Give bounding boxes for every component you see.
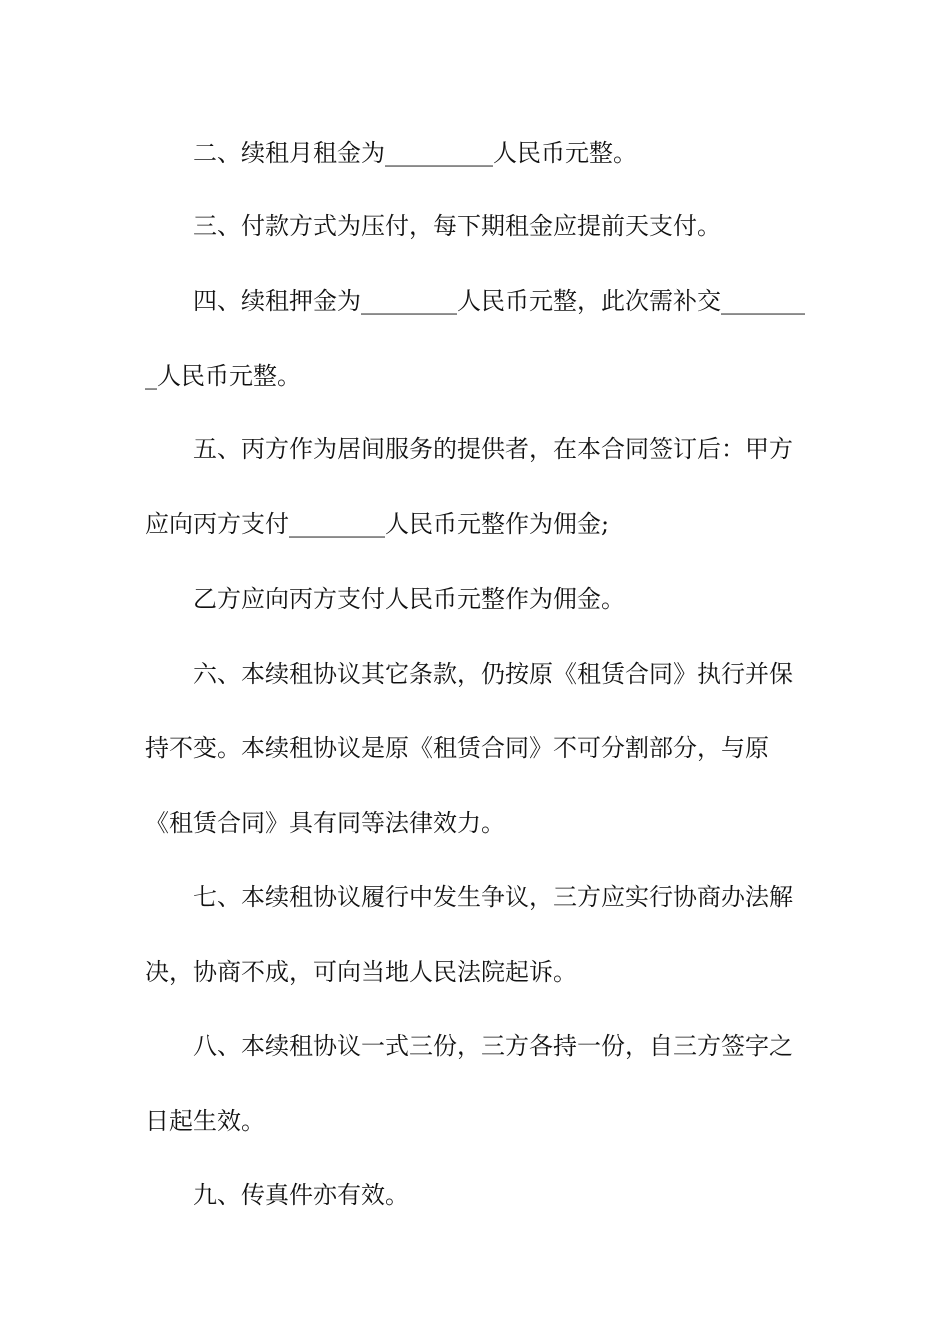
clause-5-line-2: 应向丙方支付________人民币元整作为佣金; bbox=[145, 510, 610, 538]
clause-5-line-1: 五、丙方作为居间服务的提供者，在本合同签订后：甲方 bbox=[193, 435, 793, 463]
clause-7-line-2: 决，协商不成，可向当地人民法院起诉。 bbox=[145, 958, 577, 986]
clause-6-line-1: 六、本续租协议其它条款，仍按原《租赁合同》执行并保 bbox=[193, 660, 793, 688]
clause-4-line-1: 四、续租押金为________人民币元整，此次需补交_______ bbox=[193, 287, 805, 315]
clause-8-line-1: 八、本续租协议一式三份，三方各持一份，自三方签字之 bbox=[193, 1032, 793, 1060]
clause-4-line-2: _人民币元整。 bbox=[145, 362, 301, 390]
clause-7-line-1: 七、本续租协议履行中发生争议，三方应实行协商办法解 bbox=[193, 883, 793, 911]
clause-6-line-3: 《租赁合同》具有同等法律效力。 bbox=[145, 809, 505, 837]
clause-8-line-2: 日起生效。 bbox=[145, 1107, 265, 1135]
clause-9-line: 九、传真件亦有效。 bbox=[193, 1181, 409, 1209]
clause-3-line: 三、付款方式为压付，每下期租金应提前天支付。 bbox=[193, 212, 721, 240]
clause-5-line-3: 乙方应向丙方支付人民币元整作为佣金。 bbox=[193, 585, 625, 613]
clause-2-line: 二、续租月租金为_________人民币元整。 bbox=[193, 139, 637, 167]
clause-6-line-2: 持不变。本续租协议是原《租赁合同》不可分割部分，与原 bbox=[145, 734, 769, 762]
